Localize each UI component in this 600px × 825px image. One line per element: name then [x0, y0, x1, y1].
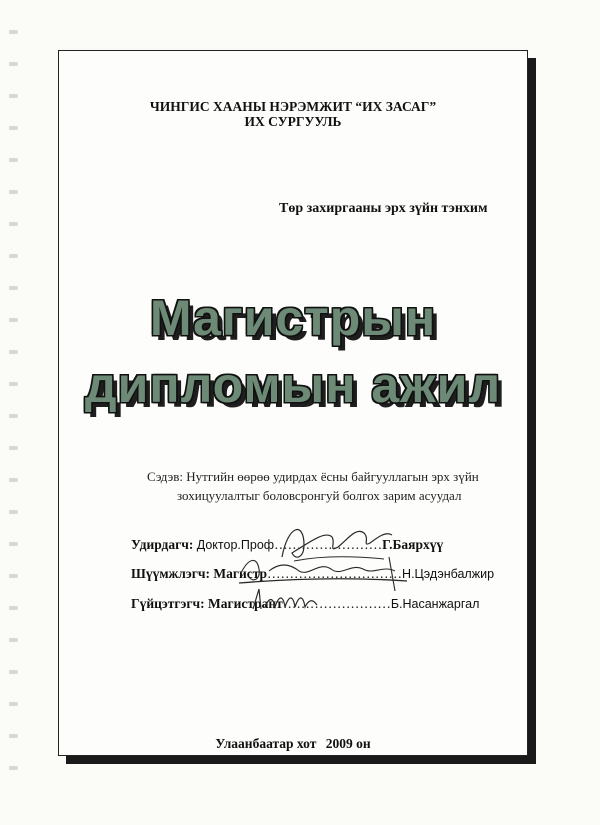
author-signature [251, 583, 321, 619]
year: 2009 он [325, 736, 371, 751]
university-line-1: ЧИНГИС ХААНЫ НЭРЭМЖИТ “ИХ ЗАСАГ” [149, 99, 437, 114]
author-name: Б.Насанжаргал [390, 597, 480, 611]
author-role: Гүйцэтгэгч: [131, 596, 205, 611]
supervisor-title: Доктор.Проф [196, 538, 275, 552]
topic-line-2: зохицуулалтыг боловсронгуй болгох зарим асуудал [177, 488, 462, 503]
binding-holes [0, 0, 30, 825]
title-page-frame [58, 50, 528, 756]
thesis-title-line-1: Магистрын [149, 290, 437, 346]
city: Улаанбаатар хот [215, 736, 317, 751]
place-and-year [59, 736, 527, 752]
topic-text-1: Нутгийн өөрөө удирдах ёсны байгууллагын эрх зүйн [186, 469, 479, 484]
supervisor-role: Удирдагч: [131, 537, 194, 552]
reviewer-title: Магистр [213, 566, 268, 581]
author-dots: …………………… [282, 596, 391, 611]
department-name: Төр захиргааны эрх зүйн тэнхим [279, 201, 488, 216]
supervisor-name: Г.Баярхүү [382, 537, 444, 552]
university-line-2: ИХ СУРГУУЛЬ [244, 114, 342, 129]
topic-line-1 [147, 469, 479, 485]
thesis-title-line-2: дипломын ажил [84, 357, 502, 413]
author-title: Магистрант [207, 596, 283, 611]
reviewer-name: Н.Цэдэнбалжир [402, 567, 495, 581]
reviewer-role: Шүүмжлэгч: [131, 566, 210, 581]
supervisor-dots: …………………… [274, 537, 383, 552]
university-name [59, 99, 527, 129]
reviewer-dots: ………………………… [267, 566, 403, 581]
topic-label: Сэдэв: [147, 469, 184, 484]
